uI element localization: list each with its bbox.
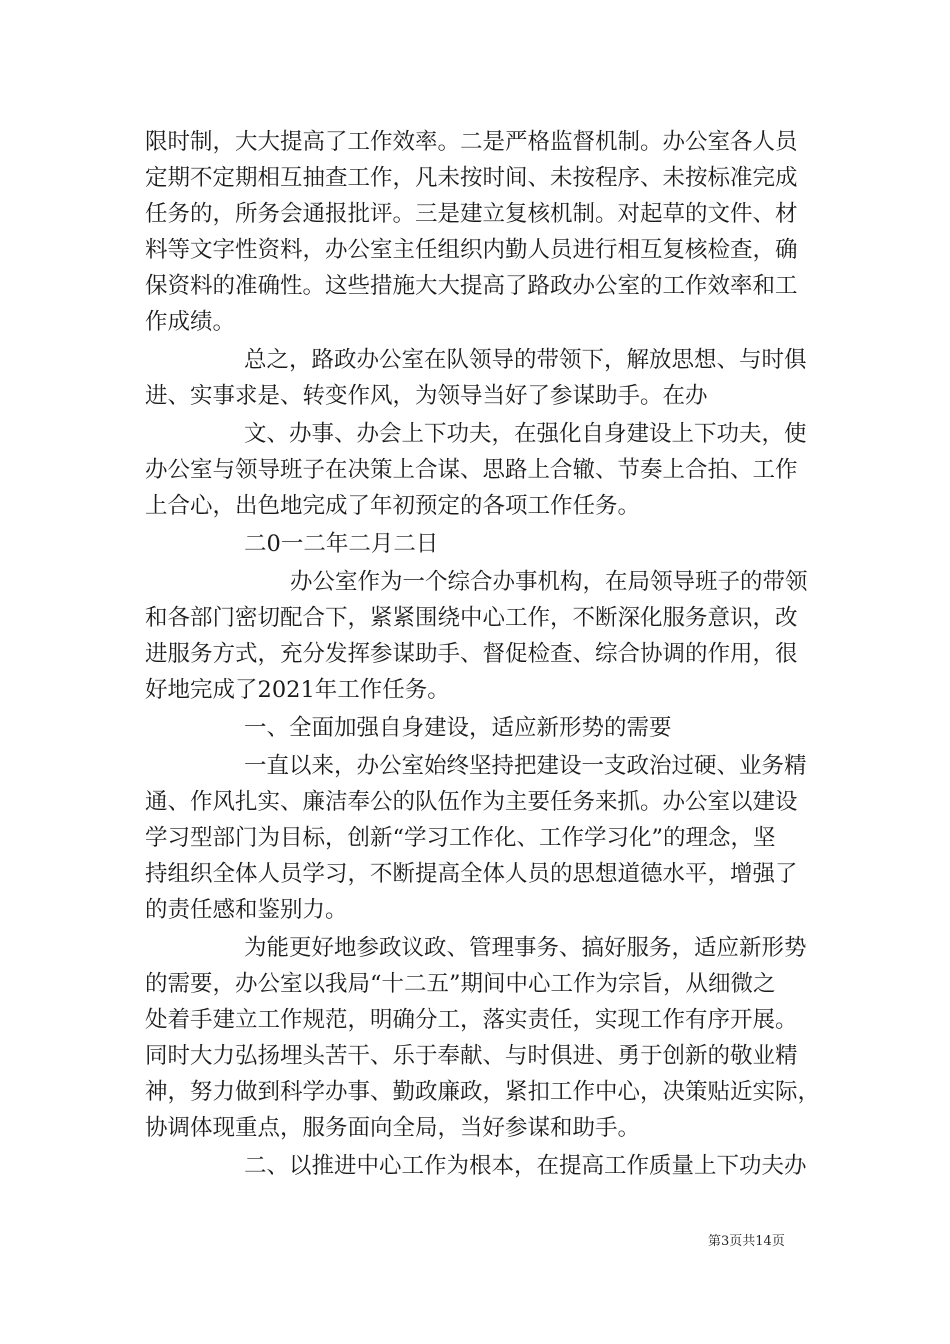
- body-text-line: 料等文字性资料，办公室主任组织内勤人员进行相互复核检查，确: [145, 237, 798, 263]
- body-text-line: 进服务方式，充分发挥参谋助手、督促检查、综合协调的作用，很: [145, 641, 798, 667]
- section-heading: 一、全面加强自身建设，适应新形势的需要: [244, 715, 672, 741]
- page-number-footer: 第3页共14页: [708, 1234, 785, 1249]
- body-text-line: 学习型部门为目标，创新“学习工作化、工作学习化”的理念，坚: [145, 825, 776, 851]
- body-text-line: 保资料的准确性。这些措施大大提高了路政办公室的工作效率和工: [145, 273, 798, 299]
- body-text-line: 通、作风扎实、廉洁奉公的队伍作为主要任务来抓。办公室以建设: [145, 789, 798, 815]
- body-text-line: 好地完成了2021年工作任务。: [145, 677, 450, 703]
- body-text-line: 持组织全体人员学习，不断提高全体人员的思想道德水平，增强了: [145, 861, 798, 887]
- body-text-line: 处着手建立工作规范，明确分工，落实责任，实现工作有序开展。: [145, 1007, 798, 1033]
- body-text-line: 的责任感和鉴别力。: [145, 897, 348, 923]
- paragraph-first-line: 为能更好地参政议政、管理事务、搞好服务，适应新形势: [244, 935, 807, 961]
- body-text-line: 同时大力弘扬埋头苦干、乐于奉献、与时俱进、勇于创新的敬业精: [145, 1043, 798, 1069]
- body-text-line: 作成绩。: [145, 309, 236, 335]
- body-text-line: 任务的，所务会通报批评。三是建立复核机制。对起草的文件、材: [145, 201, 798, 227]
- body-text-line: 限时制，大大提高了工作效率。二是严格监督机制。办公室各人员: [145, 129, 798, 155]
- section-heading: 二、以推进中心工作为根本，在提高工作质量上下功夫办: [244, 1153, 807, 1179]
- body-text-line: 定期不定期相互抽查工作，凡未按时间、未按程序、未按标准完成: [145, 165, 798, 191]
- body-text-line: 上合心，出色地完成了年初预定的各项工作任务。: [145, 493, 641, 519]
- body-text-line: 和各部门密切配合下，紧紧围绕中心工作，不断深化服务意识，改: [145, 605, 798, 631]
- paragraph-first-line: 文、办事、办会上下功夫，在强化自身建设上下功夫，使: [244, 421, 807, 447]
- paragraph-first-line: 总之，路政办公室在队领导的带领下，解放思想、与时俱: [244, 347, 807, 373]
- date-line: 二0一二年二月二日: [244, 531, 439, 557]
- body-text-line: 办公室与领导班子在决策上合谋、思路上合辙、节奏上合拍、工作: [145, 457, 798, 483]
- body-text-line: 的需要，办公室以我局“十二五”期间中心工作为宗旨，从细微之: [145, 971, 776, 997]
- paragraph-first-line: 办公室作为一个综合办事机构，在局领导班子的带领: [290, 569, 808, 595]
- paragraph-first-line: 一直以来，办公室始终坚持把建设一支政治过硬、业务精: [244, 753, 807, 779]
- body-text-line: 进、实事求是、转变作风，为领导当好了参谋助手。在办: [145, 383, 708, 409]
- body-text-line: 神，努力做到科学办事、勤政廉政，紧扣工作中心，决策贴近实际，: [145, 1079, 821, 1105]
- body-text-line: 协调体现重点，服务面向全局，当好参谋和助手。: [145, 1115, 641, 1141]
